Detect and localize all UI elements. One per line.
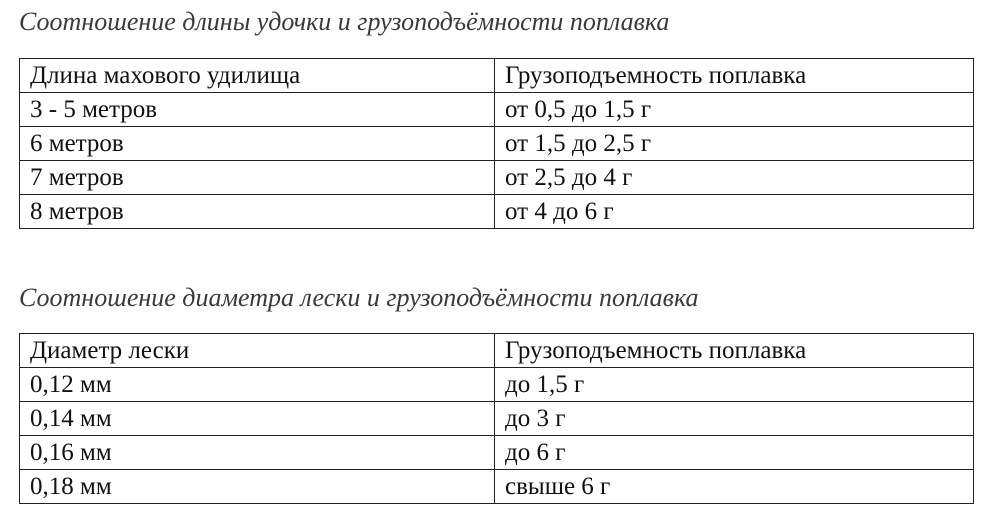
float-capacity-cell: до 6 г	[495, 436, 974, 470]
table-row	[20, 161, 974, 195]
line-diameter-cell: 0,14 мм	[20, 402, 495, 436]
line-diameter-cell: 0,18 мм	[20, 470, 495, 504]
table-row	[20, 470, 974, 504]
float-capacity-cell: от 2,5 до 4 г	[495, 161, 974, 195]
table-row	[20, 195, 974, 229]
line-diameter-cell: 0,16 мм	[20, 436, 495, 470]
table-row	[20, 93, 974, 127]
table-row	[20, 436, 974, 470]
line-diameter-table	[19, 333, 974, 504]
rod-length-cell: 7 метров	[20, 161, 495, 195]
column-header-float-capacity: Грузоподъемность поплавка	[495, 59, 974, 93]
table-header-row	[20, 334, 974, 368]
float-capacity-cell: до 1,5 г	[495, 368, 974, 402]
table-row	[20, 402, 974, 436]
float-capacity-cell: от 4 до 6 г	[495, 195, 974, 229]
rod-length-cell: 8 метров	[20, 195, 495, 229]
float-capacity-cell: до 3 г	[495, 402, 974, 436]
line-diameter-table-title: Соотношение диаметра лески и грузоподъёмности поплавка	[19, 283, 699, 312]
column-header-line-diameter: Диаметр лески	[20, 334, 495, 368]
column-header-rod-length: Длина махового удилища	[20, 59, 495, 93]
rod-length-cell: 3 - 5 метров	[20, 93, 495, 127]
rod-length-table	[19, 58, 974, 229]
line-diameter-cell: 0,12 мм	[20, 368, 495, 402]
table-row	[20, 127, 974, 161]
table-row	[20, 368, 974, 402]
table-header-row	[20, 59, 974, 93]
float-capacity-cell: от 0,5 до 1,5 г	[495, 93, 974, 127]
rod-length-cell: 6 метров	[20, 127, 495, 161]
rod-length-table-title: Соотношение длины удочки и грузоподъёмности поплавка	[19, 7, 670, 36]
float-capacity-cell: от 1,5 до 2,5 г	[495, 127, 974, 161]
float-capacity-cell: свыше 6 г	[495, 470, 974, 504]
column-header-float-capacity: Грузоподъемность поплавка	[495, 334, 974, 368]
